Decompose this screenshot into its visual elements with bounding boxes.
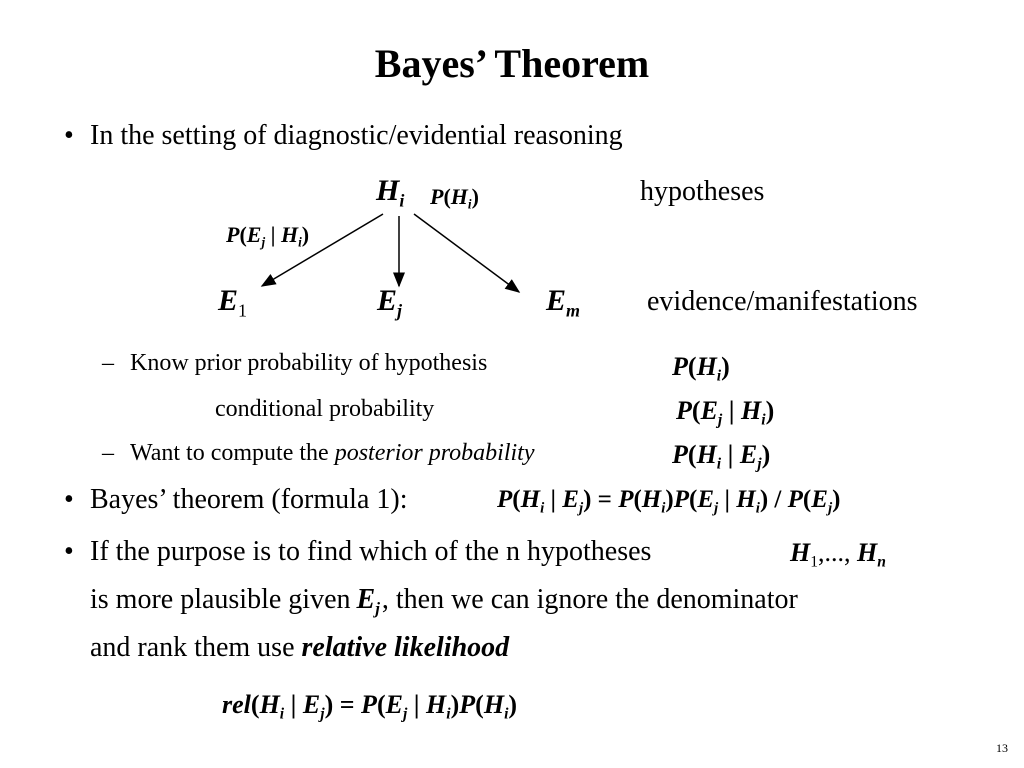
conditional-probability-label: conditional probability xyxy=(215,396,435,422)
hypotheses-label: hypotheses xyxy=(640,176,765,207)
node-e1: $E_1$ xyxy=(218,284,248,321)
formula-bayes: $P(H_i$ | $E_j) = P(H_i)P(E_j$ | $H_i) / P(E_j)$ xyxy=(497,486,841,517)
formula-prior: $P(H_i)$ xyxy=(672,352,730,385)
prior-label: $P(H_i)$ xyxy=(430,184,479,212)
formula-conditional: $P(E_j$ | $H_i$) xyxy=(676,396,775,429)
bullet-bayes: • Bayes’ theorem (formula 1): xyxy=(64,484,408,515)
page-number: 13 xyxy=(996,741,1008,755)
node-hi: $H_i$ xyxy=(376,174,405,211)
arrow-to-em xyxy=(414,214,519,292)
sub-bullet-posterior: – Want to compute the posterior probability xyxy=(102,440,535,466)
evidence-label: evidence/manifestations xyxy=(647,286,918,317)
formula-relative-likelihood: $rel(H_i$ | $E_j) = P(E_j$ | $H_i)P(H_i)$ xyxy=(222,690,518,723)
bullet-purpose: • If the purpose is to find which of the n hypotheses xyxy=(64,536,652,567)
sub-bullet-prior: – Know prior probability of hypothesis xyxy=(102,350,488,376)
formula-given-evidence: $E_j$ xyxy=(356,584,380,618)
formula-posterior: $P(H_i$ | $E_j$) xyxy=(672,440,771,473)
bullet-marker: • xyxy=(64,120,74,151)
purpose-line-3: and rank them use relative likelihood xyxy=(90,632,510,663)
node-ej: $E_j$ xyxy=(377,284,403,321)
bullet-marker: • xyxy=(64,484,74,515)
node-em: $E_m$ xyxy=(546,284,581,321)
purpose-line-2: is more plausible given $E_j$, then we can ignore the denominator xyxy=(90,584,798,618)
bullet-marker: • xyxy=(64,536,74,567)
dash-marker: – xyxy=(102,440,114,466)
dash-marker: – xyxy=(102,350,114,376)
formula-hypotheses-range: $H_1$,..., $H_n$ xyxy=(790,538,886,571)
conditional-label: $P(E_j$ | $H_i$) xyxy=(226,222,310,250)
slide-title: Bayes’ Theorem xyxy=(374,41,650,86)
bullet-setting-text: In the setting of diagnostic/evidential reasoning xyxy=(90,120,623,151)
